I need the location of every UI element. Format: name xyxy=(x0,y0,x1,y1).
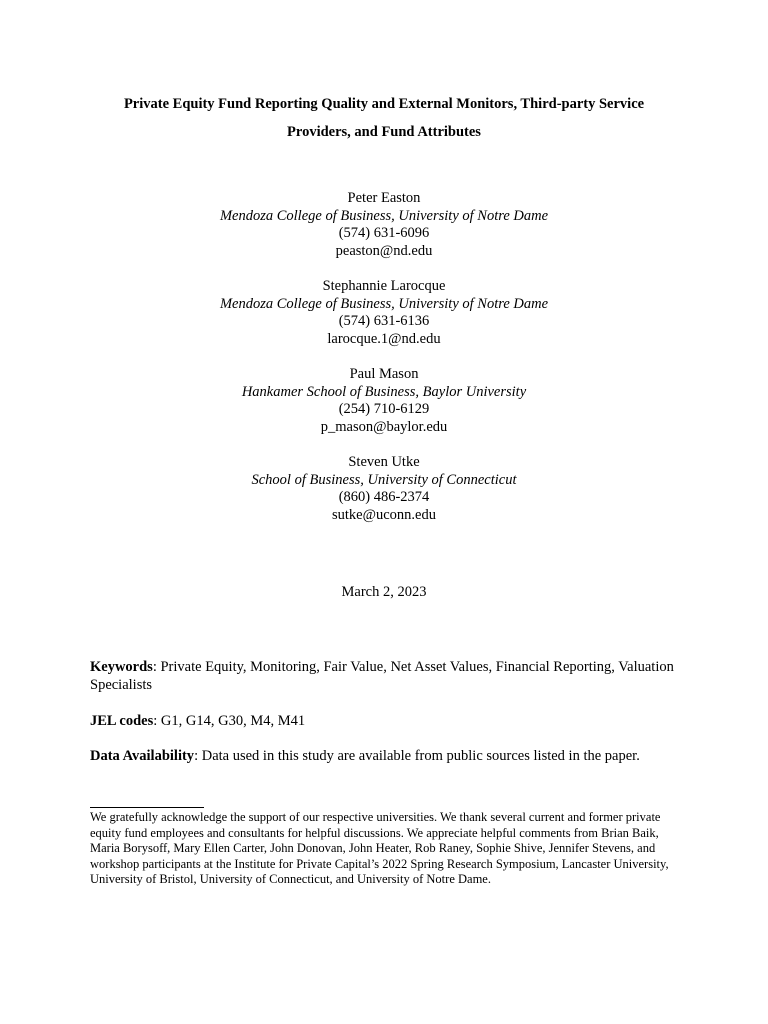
author-phone: (574) 631-6136 xyxy=(338,313,430,329)
author-phone: (860) 486-2374 xyxy=(338,489,430,505)
jel-codes-label: JEL codes xyxy=(90,713,154,729)
author-list xyxy=(80,190,688,542)
keywords-text: : Private Equity, Monitoring, Fair Value, Net Asset Values, Financial Reporting, Valuation Specialists xyxy=(90,659,674,693)
keywords-label: Keywords xyxy=(90,659,153,675)
footnote-divider xyxy=(90,807,204,808)
author-block xyxy=(80,278,688,348)
author-email[interactable]: sutke@uconn.edu xyxy=(332,506,436,523)
author-email[interactable]: peaston@nd.edu xyxy=(335,242,433,259)
jel-codes-text: : G1, G14, G30, M4, M41 xyxy=(153,713,306,729)
author-affiliation: Hankamer School of Business, Baylor University xyxy=(241,383,527,400)
author-email[interactable]: larocque.1@nd.edu xyxy=(327,330,441,347)
title-line-1: Private Equity Fund Reporting Quality and External Monitors, Third-party Service xyxy=(123,96,645,112)
title-line-2: Providers, and Fund Attributes xyxy=(287,124,481,140)
author-affiliation: School of Business, University of Connecticut xyxy=(251,471,517,488)
author-phone: (574) 631-6096 xyxy=(338,225,430,241)
paper-date: March 2, 2023 xyxy=(341,584,427,600)
paper-title xyxy=(80,90,688,146)
author-name: Paul Mason xyxy=(349,366,419,382)
author-block xyxy=(80,454,688,524)
author-affiliation: Mendoza College of Business, University of Notre Dame xyxy=(219,295,549,312)
author-name: Steven Utke xyxy=(348,454,420,470)
author-phone: (254) 710-6129 xyxy=(338,401,430,417)
jel-codes-section xyxy=(90,713,678,731)
author-block xyxy=(80,190,688,260)
author-affiliation: Mendoza College of Business, University of Notre Dame xyxy=(219,207,549,224)
keywords-section xyxy=(90,659,678,694)
author-email[interactable]: p_mason@baylor.edu xyxy=(320,418,448,435)
data-availability-label: Data Availability xyxy=(90,748,195,764)
author-name: Peter Easton xyxy=(347,190,421,206)
author-block xyxy=(80,366,688,436)
data-availability-text: : Data used in this study are available from public sources listed in the paper. xyxy=(194,748,640,764)
author-name: Stephannie Larocque xyxy=(322,278,446,294)
acknowledgement-footnote: We gratefully acknowledge the support of our respective universities. We thank several current and former private equity fund employees and consultants for helpful discussions. We appreciate helpful comments from Brian Baik, Maria Borysoff, Mary Ellen Carter, John Donovan, John Heater, Rob Raney, Sophie Shive, Jennifer Stevens, and workshop participants at the Institute for Private Capital’s 2022 Spring Research Symposium, Lancaster University, University of Bristol, University of Connecticut, and University of Notre Dame. xyxy=(90,810,669,886)
data-availability-section xyxy=(90,748,678,766)
